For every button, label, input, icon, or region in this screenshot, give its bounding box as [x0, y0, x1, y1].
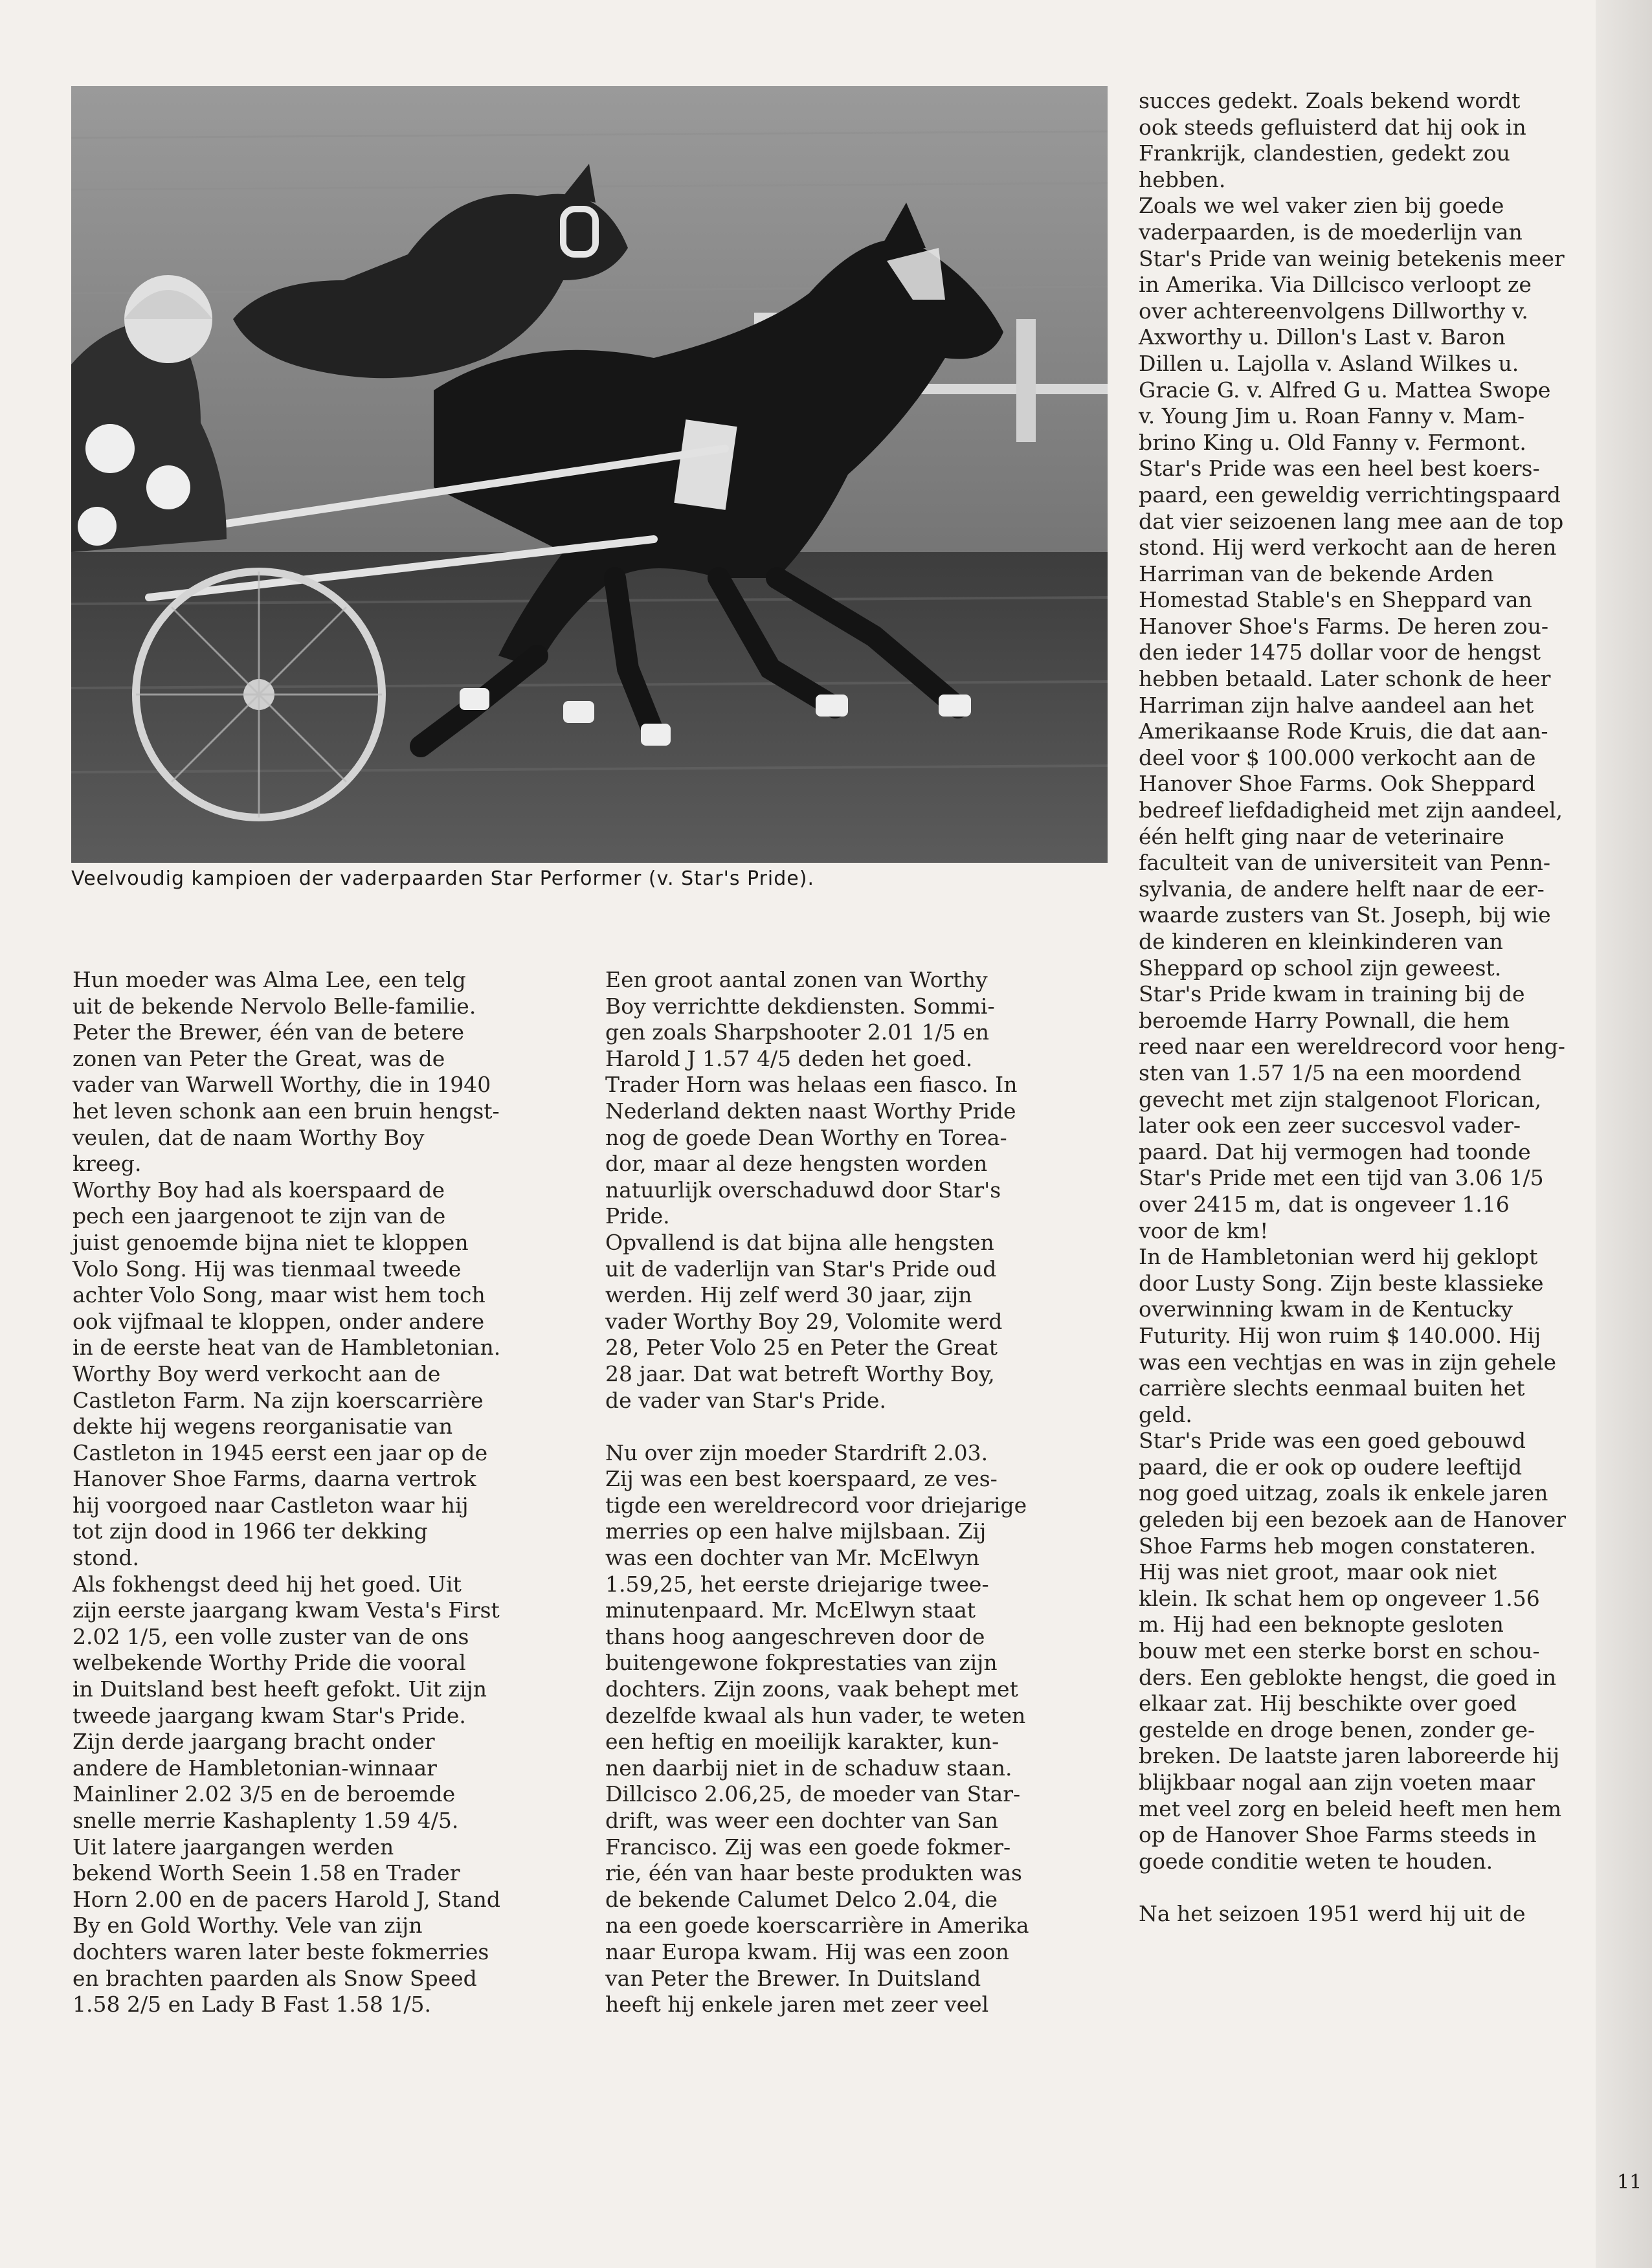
text-line: Horn 2.00 en de pacers Harold J, Stand	[73, 1886, 501, 1912]
text-line: breken. De laatste jaren laboreerde hij	[1139, 1743, 1560, 1769]
text-line: Een groot aantal zonen van Worthy	[605, 967, 988, 992]
text-line: buitengewone fokprestaties van zijn	[605, 1650, 998, 1676]
text-line: Hanover Shoe Farms, daarna vertrok	[73, 1466, 476, 1492]
text-line: Hanover Shoe Farms. Ook Sheppard	[1139, 771, 1535, 797]
text-line: elkaar zat. Hij beschikte over goed	[1139, 1691, 1517, 1717]
text-line: zijn eerste jaargang kwam Vesta's First	[73, 1597, 500, 1623]
text-line: overwinning kwam in de Kentucky	[1139, 1296, 1513, 1322]
text-line: was een vechtjas en was in zijn gehele	[1139, 1349, 1556, 1375]
text-line: Harold J 1.57 4/5 deden het goed.	[605, 1045, 973, 1071]
paragraph-gap	[605, 1414, 1110, 1440]
text-line: Na het seizoen 1951 werd hij uit de	[1139, 1900, 1526, 1926]
text-line: Sheppard op school zijn geweest.	[1139, 955, 1502, 981]
text-line: tigde een wereldrecord voor driejarige	[605, 1492, 1027, 1518]
text-line: kreeg.	[73, 1151, 142, 1177]
text-line: Hij was niet groot, maar ook niet	[1139, 1559, 1497, 1585]
text-line: faculteit van de universiteit van Penn-	[1139, 850, 1551, 876]
text-column-3	[1139, 88, 1592, 1928]
text-line: sten van 1.57 1/5 na een moordend	[1139, 1060, 1522, 1085]
text-line: snelle merrie Kashaplenty 1.59 4/5.	[73, 1808, 459, 1833]
text-line: natuurlijk overschaduwd door Star's	[605, 1177, 1001, 1203]
text-line: pech een jaargenoot te zijn van de	[73, 1203, 446, 1229]
text-line: Mainliner 2.02 3/5 en de beroemde	[73, 1781, 456, 1807]
text-line: veulen, dat de naam Worthy Boy	[73, 1124, 425, 1150]
text-line: paard. Dat hij vermogen had toonde	[1139, 1139, 1531, 1164]
text-line: en brachten paarden als Snow Speed	[73, 1965, 477, 1991]
text-line: brino King u. Old Fanny v. Fermont.	[1139, 429, 1526, 455]
text-line: in Duitsland best heeft gefokt. Uit zijn	[73, 1676, 487, 1702]
text-line: gen zoals Sharpshooter 2.01 1/5 en	[605, 1019, 990, 1045]
text-line: 28, Peter Volo 25 en Peter the Great	[605, 1335, 998, 1361]
text-line: sylvania, de andere helft naar de eer-	[1139, 876, 1545, 902]
text-line: nen daarbij niet in de schaduw staan.	[605, 1755, 1012, 1781]
text-line: Volo Song. Hij was tienmaal tweede	[73, 1256, 462, 1282]
text-line: nog de goede Dean Worthy en Torea-	[605, 1124, 1007, 1150]
text-line: op de Hanover Shoe Farms steeds in	[1139, 1822, 1537, 1848]
text-line: Als fokhengst deed hij het goed. Uit	[73, 1571, 462, 1597]
text-line: drift, was weer een dochter van San	[605, 1808, 999, 1833]
text-line: uit de vaderlijn van Star's Pride oud	[605, 1256, 997, 1282]
text-line: na een goede koerscarrière in Amerika	[605, 1913, 1029, 1939]
text-line: 1.58 2/5 en Lady B Fast 1.58 1/5.	[73, 1992, 432, 2018]
text-line: paard, een geweldig verrichtingspaard	[1139, 482, 1561, 507]
text-line: vaderpaarden, is de moederlijn van	[1139, 219, 1523, 245]
text-line: Worthy Boy had als koerspaard de	[73, 1177, 445, 1203]
text-line: Zoals we wel vaker zien bij goede	[1139, 193, 1504, 219]
text-line: hebben betaald. Later schonk de heer	[1139, 666, 1551, 692]
text-line: het leven schonk aan een bruin hengst-	[73, 1098, 500, 1124]
text-line: Frankrijk, clandestien, gedekt zou	[1139, 140, 1510, 166]
text-line: ook vijfmaal te kloppen, onder andere	[73, 1308, 485, 1334]
photo-caption: Veelvoudig kampioen der vaderpaarden Star Performer (v. Star's Pride).	[71, 867, 814, 890]
text-line: in Amerika. Via Dillcisco verloopt ze	[1139, 272, 1532, 298]
text-line: Star's Pride was een heel best koers-	[1139, 456, 1540, 482]
text-line: Opvallend is dat bijna alle hengsten	[605, 1229, 994, 1255]
text-line: met veel zorg en beleid heeft men hem	[1139, 1796, 1562, 1821]
text-line: de bekende Calumet Delco 2.04, die	[605, 1886, 998, 1912]
text-line: de kinderen en kleinkinderen van	[1139, 929, 1503, 954]
text-line: Uit latere jaargangen werden	[73, 1834, 394, 1860]
text-line: v. Young Jim u. Roan Fanny v. Mam-	[1139, 403, 1525, 429]
text-line: den ieder 1475 dollar voor de hengst	[1139, 639, 1541, 665]
text-line: andere de Hambletonian-winnaar	[73, 1755, 437, 1781]
text-line: Trader Horn was helaas een fiasco. In	[605, 1072, 1018, 1098]
text-line: gestelde en droge benen, zonder ge-	[1139, 1717, 1535, 1742]
text-line: thans hoog aangeschreven door de	[605, 1623, 985, 1649]
text-line: m. Hij had een beknopte gesloten	[1139, 1612, 1504, 1638]
text-line: ders. Een geblokte hengst, die goed in	[1139, 1664, 1557, 1690]
text-line: blijkbaar nogal aan zijn voeten maar	[1139, 1770, 1535, 1795]
text-line: klein. Ik schat hem op ongeveer 1.56	[1139, 1585, 1540, 1611]
text-line: de vader van Star's Pride.	[605, 1387, 886, 1413]
text-line: heeft hij enkele jaren met zeer veel	[605, 1992, 989, 2018]
text-line: over achtereenvolgens Dillworthy v.	[1139, 298, 1528, 324]
paragraph-gap	[1139, 1874, 1592, 1901]
text-line: Peter the Brewer, één van de betere	[73, 1019, 465, 1045]
text-line: stond.	[73, 1545, 139, 1571]
text-line: Star's Pride van weinig betekenis meer	[1139, 245, 1565, 271]
text-line: Homestad Stable's en Sheppard van	[1139, 587, 1532, 613]
text-line: Hanover Shoe's Farms. De heren zou-	[1139, 613, 1549, 639]
text-line: Futurity. Hij won ruim $ 140.000. Hij	[1139, 1322, 1541, 1348]
text-line: bouw met een sterke borst en schou-	[1139, 1638, 1540, 1664]
text-line: welbekende Worthy Pride die vooral	[73, 1650, 466, 1676]
text-line: Pride.	[605, 1203, 670, 1229]
text-line: deel voor $ 100.000 verkocht aan de	[1139, 744, 1536, 770]
text-line: merries op een halve mijlsbaan. Zij	[605, 1518, 987, 1544]
text-line: van Peter the Brewer. In Duitsland	[605, 1965, 981, 1991]
text-line: Gracie G. v. Alfred G u. Mattea Swope	[1139, 377, 1551, 403]
text-line: Zijn derde jaargang bracht onder	[73, 1729, 435, 1755]
text-line: beroemde Harry Pownall, die hem	[1139, 1007, 1510, 1033]
text-line: goede conditie weten te houden.	[1139, 1848, 1493, 1874]
text-line: Dillen u. Lajolla v. Asland Wilkes u.	[1139, 350, 1519, 376]
text-line: Star's Pride was een goed gebouwd	[1139, 1428, 1526, 1454]
text-line: Worthy Boy werd verkocht aan de	[73, 1361, 441, 1386]
harness-racing-photo	[71, 86, 1108, 863]
text-line: hebben.	[1139, 166, 1226, 192]
text-line: Star's Pride kwam in training bij de	[1139, 981, 1525, 1007]
text-line: uit de bekende Nervolo Belle-familie.	[73, 993, 476, 1019]
text-line: nog goed uitzag, zoals ik enkele jaren	[1139, 1480, 1548, 1506]
text-line: Castleton Farm. Na zijn koerscarrière	[73, 1387, 484, 1413]
text-line: zonen van Peter the Great, was de	[73, 1045, 445, 1071]
text-line: in de eerste heat van de Hambletonian.	[73, 1335, 501, 1361]
text-line: Nu over zijn moeder Stardrift 2.03.	[605, 1440, 988, 1465]
text-line: stond. Hij werd verkocht aan de heren	[1139, 535, 1557, 561]
text-line: bedreef liefdadigheid met zijn aandeel,	[1139, 797, 1563, 823]
text-line: dezelfde kwaal als hun vader, te weten	[605, 1702, 1026, 1728]
text-line: tweede jaargang kwam Star's Pride.	[73, 1702, 466, 1728]
text-line: Amerikaanse Rode Kruis, die dat aan-	[1139, 718, 1548, 744]
text-line: geld.	[1139, 1401, 1192, 1427]
text-line: ook steeds gefluisterd dat hij ook in	[1139, 114, 1526, 140]
text-line: waarde zusters van St. Joseph, bij wie	[1139, 902, 1551, 928]
text-line: later ook een zeer succesvol vader-	[1139, 1113, 1521, 1139]
text-line: 2.02 1/5, een volle zuster van de ons	[73, 1623, 469, 1649]
text-line: Hun moeder was Alma Lee, een telg	[73, 967, 466, 992]
text-line: tot zijn dood in 1966 ter dekking	[73, 1518, 428, 1544]
text-line: Shoe Farms heb mogen constateren.	[1139, 1533, 1536, 1559]
text-line: dat vier seizoenen lang mee aan de top	[1139, 508, 1564, 534]
text-line: dochters. Zijn zoons, vaak behept met	[605, 1676, 1018, 1702]
text-line: Star's Pride met een tijd van 3.06 1/5	[1139, 1165, 1544, 1191]
text-column-2	[605, 967, 1110, 2018]
text-line: werden. Hij zelf werd 30 jaar, zijn	[605, 1282, 972, 1308]
text-line: Dillcisco 2.06,25, de moeder van Star-	[605, 1781, 1021, 1807]
text-line: In de Hambletonian werd hij geklopt	[1139, 1244, 1538, 1270]
text-line: reed naar een wereldrecord voor heng-	[1139, 1034, 1565, 1060]
text-line: juist genoemde bijna niet te kloppen	[73, 1229, 469, 1255]
text-line: Zij was een best koerspaard, ze ves-	[605, 1466, 998, 1492]
text-line: Harriman zijn halve aandeel aan het	[1139, 692, 1534, 718]
text-line: was een dochter van Mr. McElwyn	[605, 1545, 979, 1571]
text-line: bekend Worth Seein 1.58 en Trader	[73, 1860, 460, 1886]
page-number: 11	[1617, 2171, 1642, 2194]
text-line: 1.59,25, het eerste driejarige twee-	[605, 1571, 989, 1597]
text-line: dochters waren later beste fokmerries	[73, 1939, 489, 1964]
text-column-1	[73, 967, 564, 2018]
text-line: dekte hij wegens reorganisatie van	[73, 1414, 453, 1440]
text-line: Boy verrichtte dekdiensten. Sommi-	[605, 993, 995, 1019]
text-line: hij voorgoed naar Castleton waar hij	[73, 1492, 469, 1518]
text-line: dor, maar al deze hengsten worden	[605, 1151, 988, 1177]
text-line: By en Gold Worthy. Vele van zijn	[73, 1913, 423, 1939]
text-line: Castleton in 1945 eerst een jaar op de	[73, 1440, 488, 1465]
text-line: Nederland dekten naast Worthy Pride	[605, 1098, 1016, 1124]
text-line: paard, die er ook op oudere leeftijd	[1139, 1454, 1523, 1480]
text-line: voor de km!	[1139, 1217, 1269, 1243]
text-line: geleden bij een bezoek aan de Hanover	[1139, 1507, 1567, 1533]
text-line: over 2415 m, dat is ongeveer 1.16	[1139, 1191, 1510, 1217]
page-edge	[1596, 0, 1652, 2268]
text-line: gevecht met zijn stalgenoot Florican,	[1139, 1086, 1542, 1112]
text-line: Harriman van de bekende Arden	[1139, 561, 1494, 586]
text-line: vader van Warwell Worthy, die in 1940	[73, 1072, 491, 1098]
text-line: rie, één van haar beste produkten was	[605, 1860, 1022, 1886]
text-line: vader Worthy Boy 29, Volomite werd	[605, 1308, 1003, 1334]
text-line: door Lusty Song. Zijn beste klassieke	[1139, 1270, 1544, 1296]
text-line: één helft ging naar de veterinaire	[1139, 823, 1504, 849]
text-line: Axworthy u. Dillon's Last v. Baron	[1139, 324, 1506, 350]
text-line: een heftig en moeilijk karakter, kun-	[605, 1729, 999, 1755]
text-line: Francisco. Zij was een goede fokmer-	[605, 1834, 1011, 1860]
text-line: naar Europa kwam. Hij was een zoon	[605, 1939, 1009, 1964]
text-line: carrière slechts eenmaal buiten het	[1139, 1375, 1525, 1401]
text-line: succes gedekt. Zoals bekend wordt	[1139, 88, 1521, 113]
text-line: 28 jaar. Dat wat betreft Worthy Boy,	[605, 1361, 995, 1386]
text-line: achter Volo Song, maar wist hem toch	[73, 1282, 486, 1308]
text-line: minutenpaard. Mr. McElwyn staat	[605, 1597, 976, 1623]
